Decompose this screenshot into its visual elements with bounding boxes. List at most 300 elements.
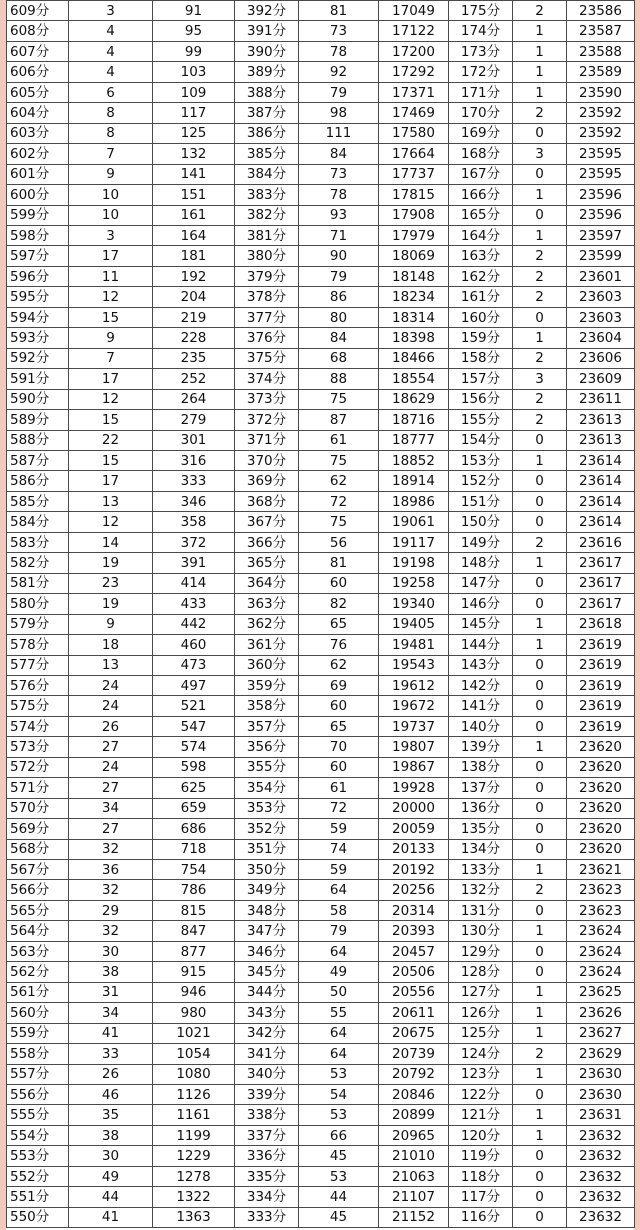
- cell-score-mid: 337分: [235, 1125, 299, 1145]
- cell-score-high: 598分: [7, 225, 69, 245]
- cell-count-mid: 76: [299, 635, 379, 655]
- cell-cumulative-mid: 21063: [379, 1166, 449, 1186]
- cell-score-low: 153分: [449, 450, 513, 470]
- cell-cumulative-low: 23626: [567, 1003, 635, 1023]
- cell-cumulative-mid: 18852: [379, 450, 449, 470]
- cell-count-low: 0: [513, 512, 567, 532]
- cell-cumulative-high: 391: [153, 553, 235, 573]
- cell-score-high: 571分: [7, 778, 69, 798]
- cell-cumulative-low: 23632: [567, 1207, 635, 1227]
- cell-count-low: 1: [513, 1125, 567, 1145]
- cell-score-low: 145分: [449, 614, 513, 634]
- cell-score-mid: 372分: [235, 410, 299, 430]
- cell-count-low: 1: [513, 1003, 567, 1023]
- cell-count-mid: 59: [299, 860, 379, 880]
- table-row: [7, 21, 635, 41]
- cell-score-high: 572分: [7, 757, 69, 777]
- cell-count-low: 3: [513, 144, 567, 164]
- cell-score-high: 557分: [7, 1064, 69, 1084]
- cell-cumulative-high: 414: [153, 573, 235, 593]
- cell-cumulative-low: 23632: [567, 1125, 635, 1145]
- cell-score-high: 566分: [7, 880, 69, 900]
- cell-count-high: 4: [69, 21, 153, 41]
- cell-count-high: 7: [69, 348, 153, 368]
- cell-cumulative-high: 117: [153, 103, 235, 123]
- cell-count-low: 1: [513, 614, 567, 634]
- cell-cumulative-low: 23619: [567, 696, 635, 716]
- cell-cumulative-mid: 20846: [379, 1085, 449, 1105]
- table-row: [7, 1105, 635, 1125]
- cell-cumulative-mid: 17815: [379, 185, 449, 205]
- cell-score-high: 569分: [7, 819, 69, 839]
- cell-cumulative-high: 686: [153, 819, 235, 839]
- cell-cumulative-low: 23599: [567, 246, 635, 266]
- cell-score-high: 609分: [7, 1, 69, 21]
- cell-count-mid: 66: [299, 1125, 379, 1145]
- cell-count-mid: 50: [299, 982, 379, 1002]
- cell-cumulative-high: 598: [153, 757, 235, 777]
- cell-score-low: 124分: [449, 1044, 513, 1064]
- cell-score-low: 168分: [449, 144, 513, 164]
- cell-cumulative-mid: 17371: [379, 82, 449, 102]
- cell-cumulative-mid: 18777: [379, 430, 449, 450]
- cell-cumulative-low: 23620: [567, 757, 635, 777]
- cell-cumulative-high: 252: [153, 369, 235, 389]
- cell-cumulative-high: 164: [153, 225, 235, 245]
- cell-score-mid: 364分: [235, 573, 299, 593]
- cell-score-high: 599分: [7, 205, 69, 225]
- cell-cumulative-high: 625: [153, 778, 235, 798]
- cell-count-high: 41: [69, 1207, 153, 1227]
- cell-score-high: 563分: [7, 941, 69, 961]
- cell-count-low: 0: [513, 205, 567, 225]
- cell-score-high: 561分: [7, 982, 69, 1002]
- cell-score-high: 607分: [7, 41, 69, 61]
- cell-score-mid: 362分: [235, 614, 299, 634]
- cell-score-high: 604分: [7, 103, 69, 123]
- cell-count-mid: 69: [299, 675, 379, 695]
- cell-cumulative-high: 192: [153, 266, 235, 286]
- cell-cumulative-mid: 20611: [379, 1003, 449, 1023]
- cell-count-low: 1: [513, 450, 567, 470]
- cell-score-high: 589分: [7, 410, 69, 430]
- cell-score-low: 162分: [449, 266, 513, 286]
- cell-score-low: 156分: [449, 389, 513, 409]
- cell-cumulative-high: 99: [153, 41, 235, 61]
- cell-score-low: 159分: [449, 328, 513, 348]
- cell-cumulative-mid: 21107: [379, 1187, 449, 1207]
- cell-cumulative-mid: 19612: [379, 675, 449, 695]
- cell-score-low: 144分: [449, 635, 513, 655]
- cell-count-high: 9: [69, 164, 153, 184]
- table-row: [7, 860, 635, 880]
- cell-count-high: 15: [69, 410, 153, 430]
- cell-cumulative-low: 23632: [567, 1187, 635, 1207]
- cell-count-mid: 84: [299, 144, 379, 164]
- table-row: [7, 900, 635, 920]
- cell-cumulative-low: 23614: [567, 450, 635, 470]
- cell-score-high: 554分: [7, 1125, 69, 1145]
- table-row: [7, 450, 635, 470]
- cell-score-high: 597分: [7, 246, 69, 266]
- cell-cumulative-high: 204: [153, 287, 235, 307]
- cell-count-high: 32: [69, 880, 153, 900]
- table-row: [7, 328, 635, 348]
- cell-count-low: 0: [513, 941, 567, 961]
- cell-count-high: 3: [69, 1, 153, 21]
- cell-score-high: 584分: [7, 512, 69, 532]
- cell-count-low: 0: [513, 1187, 567, 1207]
- cell-cumulative-low: 23595: [567, 164, 635, 184]
- cell-count-low: 1: [513, 921, 567, 941]
- cell-cumulative-mid: 21010: [379, 1146, 449, 1166]
- cell-score-high: 583分: [7, 532, 69, 552]
- table-row: [7, 1187, 635, 1207]
- cell-count-high: 32: [69, 921, 153, 941]
- cell-cumulative-low: 23619: [567, 635, 635, 655]
- cell-score-low: 172分: [449, 62, 513, 82]
- cell-count-low: 0: [513, 307, 567, 327]
- cell-score-mid: 348分: [235, 900, 299, 920]
- table-row: [7, 675, 635, 695]
- table-row: [7, 614, 635, 634]
- cell-count-mid: 78: [299, 41, 379, 61]
- cell-cumulative-low: 23601: [567, 266, 635, 286]
- table-row: [7, 1044, 635, 1064]
- cell-cumulative-mid: 18629: [379, 389, 449, 409]
- cell-score-low: 126分: [449, 1003, 513, 1023]
- table-row: [7, 389, 635, 409]
- cell-cumulative-low: 23624: [567, 921, 635, 941]
- cell-count-low: 0: [513, 1166, 567, 1186]
- table-row: [7, 225, 635, 245]
- cell-cumulative-high: 1199: [153, 1125, 235, 1145]
- cell-count-high: 9: [69, 614, 153, 634]
- cell-cumulative-low: 23620: [567, 819, 635, 839]
- cell-count-mid: 90: [299, 246, 379, 266]
- cell-score-mid: 360分: [235, 655, 299, 675]
- table-row: [7, 921, 635, 941]
- cell-count-low: 0: [513, 573, 567, 593]
- cell-count-mid: 75: [299, 450, 379, 470]
- cell-score-mid: 361分: [235, 635, 299, 655]
- cell-cumulative-low: 23616: [567, 532, 635, 552]
- cell-count-low: 0: [513, 1085, 567, 1105]
- cell-count-high: 12: [69, 287, 153, 307]
- cell-count-low: 1: [513, 21, 567, 41]
- cell-score-high: 578分: [7, 635, 69, 655]
- cell-cumulative-mid: 20256: [379, 880, 449, 900]
- cell-score-high: 605分: [7, 82, 69, 102]
- cell-cumulative-high: 109: [153, 82, 235, 102]
- cell-score-high: 595分: [7, 287, 69, 307]
- cell-cumulative-low: 23620: [567, 839, 635, 859]
- cell-count-mid: 84: [299, 328, 379, 348]
- cell-score-low: 131分: [449, 900, 513, 920]
- cell-score-high: 556分: [7, 1085, 69, 1105]
- cell-cumulative-low: 23632: [567, 1146, 635, 1166]
- cell-cumulative-mid: 17664: [379, 144, 449, 164]
- cell-score-mid: 343分: [235, 1003, 299, 1023]
- cell-count-mid: 71: [299, 225, 379, 245]
- cell-score-low: 150分: [449, 512, 513, 532]
- cell-count-high: 27: [69, 737, 153, 757]
- cell-score-low: 120分: [449, 1125, 513, 1145]
- cell-score-high: 606分: [7, 62, 69, 82]
- cell-cumulative-mid: 20059: [379, 819, 449, 839]
- table-row: [7, 982, 635, 1002]
- cell-cumulative-low: 23603: [567, 307, 635, 327]
- table-row: [7, 880, 635, 900]
- cell-score-mid: 373分: [235, 389, 299, 409]
- cell-score-low: 121分: [449, 1105, 513, 1125]
- cell-cumulative-mid: 20792: [379, 1064, 449, 1084]
- cell-cumulative-mid: 20739: [379, 1044, 449, 1064]
- cell-count-high: 33: [69, 1044, 153, 1064]
- cell-count-mid: 45: [299, 1207, 379, 1227]
- cell-count-mid: 61: [299, 778, 379, 798]
- cell-cumulative-low: 23597: [567, 225, 635, 245]
- cell-count-low: 2: [513, 880, 567, 900]
- cell-cumulative-high: 264: [153, 389, 235, 409]
- cell-score-low: 132分: [449, 880, 513, 900]
- cell-count-low: 0: [513, 471, 567, 491]
- table-row: [7, 1146, 635, 1166]
- table-row: [7, 144, 635, 164]
- cell-score-low: 139分: [449, 737, 513, 757]
- table-row: [7, 103, 635, 123]
- cell-score-low: 148分: [449, 553, 513, 573]
- cell-count-mid: 72: [299, 491, 379, 511]
- cell-count-mid: 53: [299, 1064, 379, 1084]
- cell-cumulative-low: 23632: [567, 1166, 635, 1186]
- cell-count-high: 10: [69, 205, 153, 225]
- cell-score-high: 585分: [7, 491, 69, 511]
- cell-cumulative-high: 91: [153, 1, 235, 21]
- cell-count-high: 49: [69, 1166, 153, 1186]
- cell-score-mid: 383分: [235, 185, 299, 205]
- cell-cumulative-mid: 17469: [379, 103, 449, 123]
- cell-cumulative-high: 333: [153, 471, 235, 491]
- table-row: [7, 962, 635, 982]
- table-row: [7, 471, 635, 491]
- cell-count-mid: 75: [299, 512, 379, 532]
- cell-count-high: 35: [69, 1105, 153, 1125]
- cell-count-low: 0: [513, 1146, 567, 1166]
- cell-count-mid: 65: [299, 716, 379, 736]
- cell-count-mid: 111: [299, 123, 379, 143]
- cell-score-high: 577分: [7, 655, 69, 675]
- cell-cumulative-mid: 20965: [379, 1125, 449, 1145]
- cell-count-mid: 82: [299, 594, 379, 614]
- cell-cumulative-high: 442: [153, 614, 235, 634]
- cell-score-low: 117分: [449, 1187, 513, 1207]
- cell-count-low: 2: [513, 532, 567, 552]
- cell-count-high: 6: [69, 82, 153, 102]
- cell-score-high: 568分: [7, 839, 69, 859]
- cell-score-mid: 384分: [235, 164, 299, 184]
- cell-cumulative-mid: 19258: [379, 573, 449, 593]
- cell-count-low: 2: [513, 348, 567, 368]
- cell-score-high: 586分: [7, 471, 69, 491]
- cell-score-low: 116分: [449, 1207, 513, 1227]
- cell-cumulative-high: 181: [153, 246, 235, 266]
- cell-cumulative-mid: 18314: [379, 307, 449, 327]
- cell-count-mid: 62: [299, 655, 379, 675]
- cell-cumulative-mid: 19928: [379, 778, 449, 798]
- cell-score-low: 160分: [449, 307, 513, 327]
- cell-cumulative-high: 1021: [153, 1023, 235, 1043]
- cell-count-low: 2: [513, 287, 567, 307]
- cell-score-high: 560分: [7, 1003, 69, 1023]
- cell-cumulative-high: 497: [153, 675, 235, 695]
- cell-score-mid: 342分: [235, 1023, 299, 1043]
- score-distribution-table: [6, 0, 635, 1228]
- cell-score-low: 163分: [449, 246, 513, 266]
- cell-score-high: 559分: [7, 1023, 69, 1043]
- cell-count-mid: 73: [299, 164, 379, 184]
- cell-score-low: 169分: [449, 123, 513, 143]
- cell-cumulative-high: 1161: [153, 1105, 235, 1125]
- cell-cumulative-high: 103: [153, 62, 235, 82]
- cell-count-high: 12: [69, 389, 153, 409]
- cell-cumulative-high: 125: [153, 123, 235, 143]
- cell-score-low: 175分: [449, 1, 513, 21]
- table-row: [7, 430, 635, 450]
- cell-count-high: 13: [69, 491, 153, 511]
- cell-cumulative-mid: 18716: [379, 410, 449, 430]
- cell-score-mid: 346分: [235, 941, 299, 961]
- cell-cumulative-low: 23627: [567, 1023, 635, 1043]
- cell-cumulative-mid: 20393: [379, 921, 449, 941]
- cell-cumulative-high: 1229: [153, 1146, 235, 1166]
- cell-score-low: 165分: [449, 205, 513, 225]
- cell-score-low: 164分: [449, 225, 513, 245]
- cell-cumulative-low: 23630: [567, 1064, 635, 1084]
- cell-count-low: 2: [513, 246, 567, 266]
- cell-count-low: 0: [513, 164, 567, 184]
- cell-score-high: 596分: [7, 266, 69, 286]
- cell-count-low: 1: [513, 982, 567, 1002]
- cell-score-mid: 377分: [235, 307, 299, 327]
- cell-count-mid: 92: [299, 62, 379, 82]
- cell-score-low: 158分: [449, 348, 513, 368]
- cell-score-mid: 390分: [235, 41, 299, 61]
- cell-score-low: 166分: [449, 185, 513, 205]
- cell-count-high: 11: [69, 266, 153, 286]
- cell-score-mid: 353分: [235, 798, 299, 818]
- table-row: [7, 82, 635, 102]
- cell-cumulative-high: 574: [153, 737, 235, 757]
- cell-count-mid: 74: [299, 839, 379, 859]
- cell-score-mid: 363分: [235, 594, 299, 614]
- cell-count-low: 1: [513, 1064, 567, 1084]
- cell-cumulative-mid: 17200: [379, 41, 449, 61]
- cell-cumulative-mid: 17580: [379, 123, 449, 143]
- cell-cumulative-high: 460: [153, 635, 235, 655]
- cell-cumulative-high: 547: [153, 716, 235, 736]
- table-row: [7, 655, 635, 675]
- cell-score-low: 130分: [449, 921, 513, 941]
- cell-cumulative-low: 23624: [567, 962, 635, 982]
- cell-count-low: 0: [513, 675, 567, 695]
- cell-cumulative-low: 23623: [567, 900, 635, 920]
- cell-cumulative-low: 23609: [567, 369, 635, 389]
- cell-cumulative-high: 473: [153, 655, 235, 675]
- cell-count-high: 24: [69, 696, 153, 716]
- table-row: [7, 635, 635, 655]
- cell-score-low: 140分: [449, 716, 513, 736]
- cell-score-mid: 367分: [235, 512, 299, 532]
- cell-count-high: 27: [69, 778, 153, 798]
- cell-count-high: 41: [69, 1023, 153, 1043]
- cell-cumulative-high: 1363: [153, 1207, 235, 1227]
- cell-cumulative-low: 23617: [567, 594, 635, 614]
- cell-count-mid: 68: [299, 348, 379, 368]
- cell-count-high: 46: [69, 1085, 153, 1105]
- cell-count-low: 1: [513, 553, 567, 573]
- cell-count-mid: 81: [299, 553, 379, 573]
- cell-count-low: 0: [513, 798, 567, 818]
- cell-count-mid: 65: [299, 614, 379, 634]
- cell-cumulative-mid: 20000: [379, 798, 449, 818]
- cell-cumulative-high: 1080: [153, 1064, 235, 1084]
- cell-count-low: 2: [513, 1, 567, 21]
- cell-score-high: 562分: [7, 962, 69, 982]
- cell-score-high: 590分: [7, 389, 69, 409]
- cell-count-mid: 79: [299, 82, 379, 102]
- cell-cumulative-high: 1278: [153, 1166, 235, 1186]
- cell-cumulative-high: 433: [153, 594, 235, 614]
- cell-cumulative-low: 23629: [567, 1044, 635, 1064]
- cell-score-low: 129分: [449, 941, 513, 961]
- cell-count-low: 2: [513, 1044, 567, 1064]
- cell-score-mid: 335分: [235, 1166, 299, 1186]
- cell-count-low: 0: [513, 839, 567, 859]
- cell-score-high: 588分: [7, 430, 69, 450]
- cell-cumulative-mid: 19117: [379, 532, 449, 552]
- cell-cumulative-mid: 19198: [379, 553, 449, 573]
- cell-count-low: 2: [513, 389, 567, 409]
- cell-cumulative-high: 316: [153, 450, 235, 470]
- table-row: [7, 1125, 635, 1145]
- table-row: [7, 1064, 635, 1084]
- cell-cumulative-high: 132: [153, 144, 235, 164]
- cell-cumulative-high: 151: [153, 185, 235, 205]
- cell-cumulative-high: 847: [153, 921, 235, 941]
- cell-count-mid: 72: [299, 798, 379, 818]
- cell-score-mid: 374分: [235, 369, 299, 389]
- cell-count-high: 34: [69, 1003, 153, 1023]
- table-row: [7, 41, 635, 61]
- cell-count-mid: 88: [299, 369, 379, 389]
- table-row: [7, 798, 635, 818]
- cell-count-mid: 53: [299, 1166, 379, 1186]
- cell-count-mid: 75: [299, 389, 379, 409]
- cell-score-mid: 352分: [235, 819, 299, 839]
- cell-count-high: 24: [69, 757, 153, 777]
- cell-count-low: 2: [513, 266, 567, 286]
- cell-cumulative-low: 23619: [567, 675, 635, 695]
- cell-score-low: 138分: [449, 757, 513, 777]
- cell-cumulative-low: 23619: [567, 655, 635, 675]
- cell-cumulative-low: 23613: [567, 410, 635, 430]
- cell-count-low: 0: [513, 962, 567, 982]
- cell-count-mid: 49: [299, 962, 379, 982]
- cell-cumulative-low: 23596: [567, 185, 635, 205]
- cell-score-mid: 345分: [235, 962, 299, 982]
- cell-cumulative-low: 23614: [567, 491, 635, 511]
